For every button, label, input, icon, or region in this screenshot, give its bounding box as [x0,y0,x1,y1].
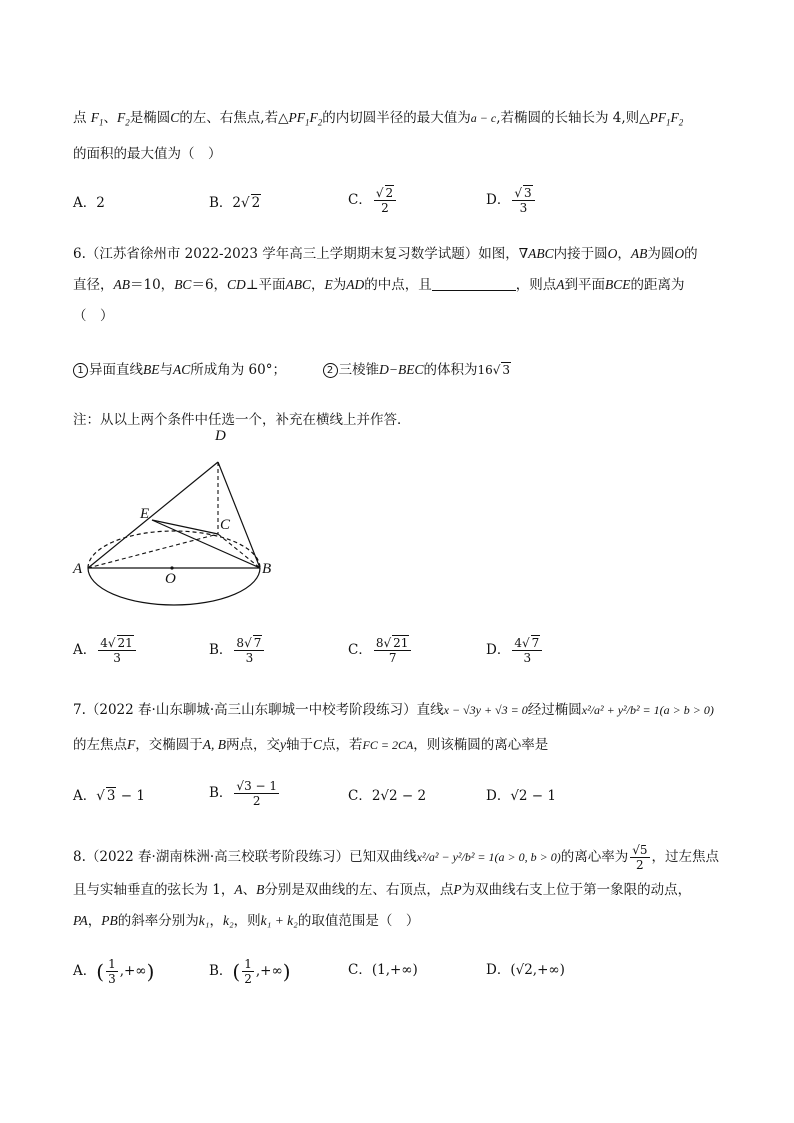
q8-stem-line1: 8.（2022 春·湖南株洲·高三校联考阶段练习）已知双曲线x²/a² − y²/b² = 1(a > 0, b > 0)的离心率为 $\frac{√5}{2}$ ，过左焦点 [73,843,719,872]
q5-text: ,若椭圆的长轴长为 4,则△ [496,110,650,126]
q7-option-c[interactable]: C．2√2 − 2 [348,788,427,804]
condition-2[interactable]: 2 三棱锥D−BEC的体积为16√ 3 [323,362,511,378]
label-d: D [215,428,226,444]
q7-option-d[interactable]: D．√2 − 1 [486,788,557,804]
q5-text: 是椭圆 [129,110,171,126]
center-o-dot [170,566,173,569]
q8-option-d[interactable]: D．(√2,+∞) [486,962,565,978]
q5-d-frac: $\frac{√ 3}{3}$ [512,186,534,215]
q7-stem-line1: 7.（2022 春·山东聊城·高三山东聊城一中校考阶段练习）直线x − √3y + √3 = 0经过椭圆x²/a² + y²/b² = 1(a > b > 0) [73,702,714,718]
circle-o-back [88,531,260,568]
q5-option-d[interactable]: D． $\frac{√ 3}{3}$ [486,186,537,215]
q6-note: 注：从以上两个条件中任选一个，补充在横线上并作答． [73,412,411,428]
q6-geometry-figure [70,420,280,612]
q5-stem-line2 [73,144,222,164]
q7-stem-line2: 的左焦点F，交椭圆于A, B两点，交y轴于C点，若FC = 2CA，则该椭圆的离心率是 [73,737,549,753]
q5-option-a[interactable]: A．2 [73,195,105,211]
q8-option-a[interactable]: A．( $\frac{1}{3}$ ,+∞) [73,957,155,986]
segment-ad [88,462,218,568]
q7-vector-condition: FC = 2CA [362,738,414,752]
q8-eccentricity: $\frac{√5}{2}$ [632,843,648,872]
q6-option-b[interactable]: B． $\frac{8√ 7}{3}$ [209,636,266,665]
label-e: E [140,506,150,522]
label-a: A [73,561,83,577]
q5-text: 、 [103,110,118,126]
q5-text: 的面积的最大值为（ ） [73,146,222,162]
q6-stem-line3: （ ） [73,308,114,324]
q7-ellipse-equation: x²/a² + y²/b² = 1(a > b > 0) [581,703,714,717]
q5-text: 的左、右焦点,若△ [179,110,289,126]
q5-text: 的内切圆半径的最大值为 [322,110,471,126]
q6-stem-line2: 直径，AB＝10，BC＝6，CD⊥平面ABC，E为AD的中点，且 ，则点A到平面BCE的距离为 [73,277,685,293]
label-o: O [165,571,176,587]
q5-f2: $F_2$ [117,110,130,128]
q6-conditions [73,360,511,380]
q5-f1: $F_1$ [90,110,104,128]
q8-option-b[interactable]: B．( $\frac{1}{2}$ ,+∞) [209,957,291,986]
q8-option-c[interactable]: C．(1,+∞) [348,962,418,978]
segment-ec [152,520,218,534]
q6-answer-blank[interactable] [432,276,516,291]
q5-pf1f2-b: $PF_1F_2$ [649,110,684,128]
q5-option-c[interactable]: C． $\frac{√ 2}{2}$ [348,186,398,215]
q5-a-minus-c: a − c [470,111,497,125]
segment-ac [88,534,218,568]
q5-text: 点 [73,110,87,126]
q5-pf1f2: $PF_1F_2$ [288,110,323,128]
label-b: B [262,561,272,577]
q6-option-c[interactable]: C． $\frac{8√ 21}{7}$ [348,636,413,665]
q8-stem-line3: PA，PB的斜率分别为k₁，k₂，则k₁ + k₂的取值范围是（ ） [73,913,420,929]
condition-1[interactable]: 1 异面直线BE与AC所成角为 60°； [73,362,286,378]
q6-option-d[interactable]: D． $\frac{4√ 7}{3}$ [486,636,544,665]
q5-c: C [170,110,180,125]
q8-stem-line2: 且与实轴垂直的弦长为 1，A、B分别是双曲线的左、右顶点，点P为双曲线右支上位于第一象限的动点， [73,882,692,898]
q6-option-a[interactable]: A． $\frac{4√ 21}{3}$ [73,636,138,665]
q5-option-b[interactable]: B．2√ 2 [209,195,261,211]
label-c: C [220,517,231,533]
q7-line-equation: x − √3y + √3 = 0 [443,703,528,717]
q7-option-b[interactable]: B． $\frac{√3 - 1}{2}$ [209,779,278,808]
q7-option-a[interactable]: A．√ 3 − 1 [73,788,145,804]
q5-stem-line1 [73,108,683,133]
q6-stem-line1: 6.（江苏省徐州市 2022-2023 学年高三上学期期末复习数学试题）如图，∇ABC内接于圆O，AB为圆O的 [73,246,698,262]
q8-hyperbola-equation: x²/a² − y²/b² = 1(a > 0, b > 0) [416,850,561,864]
q5-c-frac: $\frac{√ 2}{2}$ [374,186,396,215]
